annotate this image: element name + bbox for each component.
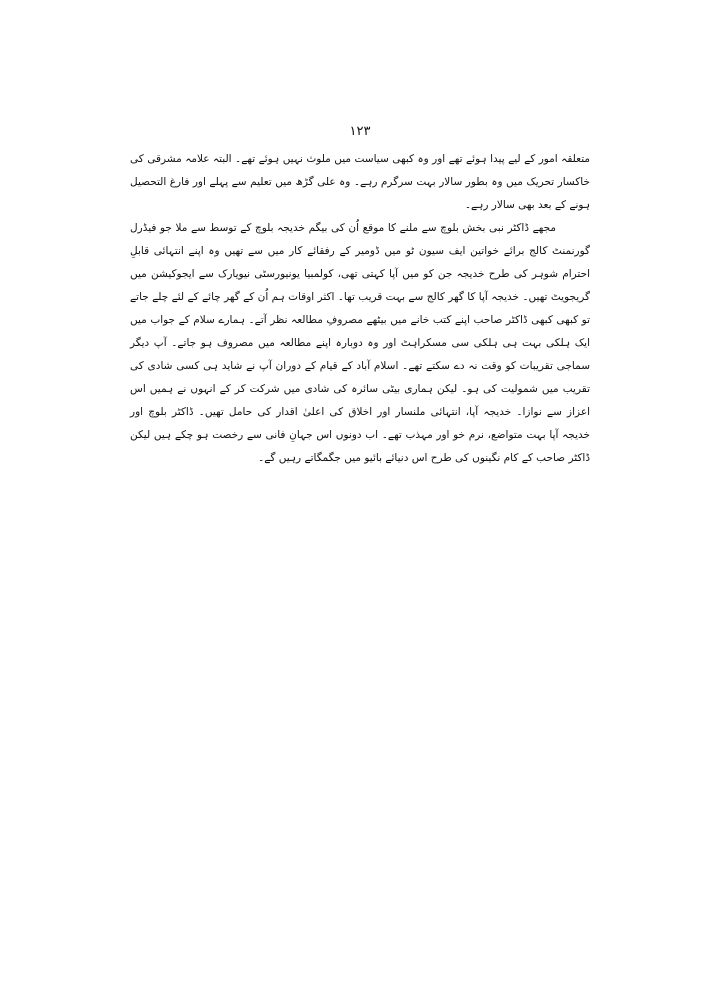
body-text: [130, 148, 590, 470]
paragraph-1: متعلقہ امور کے لیے پیدا ہوئے تھے اور وہ کبھی سیاست میں ملوث نہیں ہوئے تھے۔ البتہ علامہ مشرقی کی خاکسار تحریک میں وہ بطور سالار بہت سرگرم رہے۔ وہ علی گڑھ میں تعلیم سے پہلے اور فارغ التحصیل ہونے کے بعد بھی سالار رہے۔: [130, 153, 590, 211]
paragraph-2: مجھے ڈاکٹر نبی بخش بلوچ سے ملنے کا موقع اُن کی بیگم خدیجہ بلوچ کے توسط سے ملا جو فیڈرل گورنمنٹ کالج برائے خواتین ایف سیون ٹو میں ڈومیر کے رفقائے کار میں سے تھیں وہ اپنے انتہائی قابلِ احترام شوہر کی طرح خدیجہ جن کو میں آپا کہتی تھی، کولمبیا یونیورسٹی نیویارک سے ایجوکیشن میں گریجویٹ تھیں۔ خدیجہ آپا کا گھر کالج سے بہت قریب تھا۔ اکثر اوقات ہم اُن کے گھر چائے کے لئے چلے جاتے تو کبھی کبھی ڈاکٹر صاحب اپنے کتب خانے میں بیٹھے مصروفِ مطالعہ نظر آتے۔ ہمارے سلام کے جواب میں ایک ہلکی بہت ہی ہلکی سی مسکراہٹ اور وہ دوبارہ اپنے مطالعہ میں مصروف ہو جاتے۔ آپ دیگر سماجی تقریبات کو وقت نہ دے سکتے تھے۔ اسلام آباد کے قیام کے دوران آپ نے شاید ہی کسی شادی کی تقریب میں شمولیت کی ہو۔ لیکن ہماری بیٹی سائرہ کی شادی میں شرکت کر کے انہوں نے ہمیں اس اعزاز سے نوازا۔ خدیجہ آپا، انتہائی ملنسار اور اخلاق کی اعلیٰ اقدار کی حامل تھیں۔ ڈاکٹر بلوچ اور خدیجہ آپا بہت متواضع، نرم خو اور مہذب تھے۔ اب دونوں اس جہانِ فانی سے رخصت ہو چکے ہیں لیکن ڈاکٹر صاحب کے کام نگینوں کی طرح اس دنیائے بائیو میں جگمگاتے رہیں گے۔: [130, 222, 590, 464]
page-number: ۱۲۳: [349, 124, 371, 139]
